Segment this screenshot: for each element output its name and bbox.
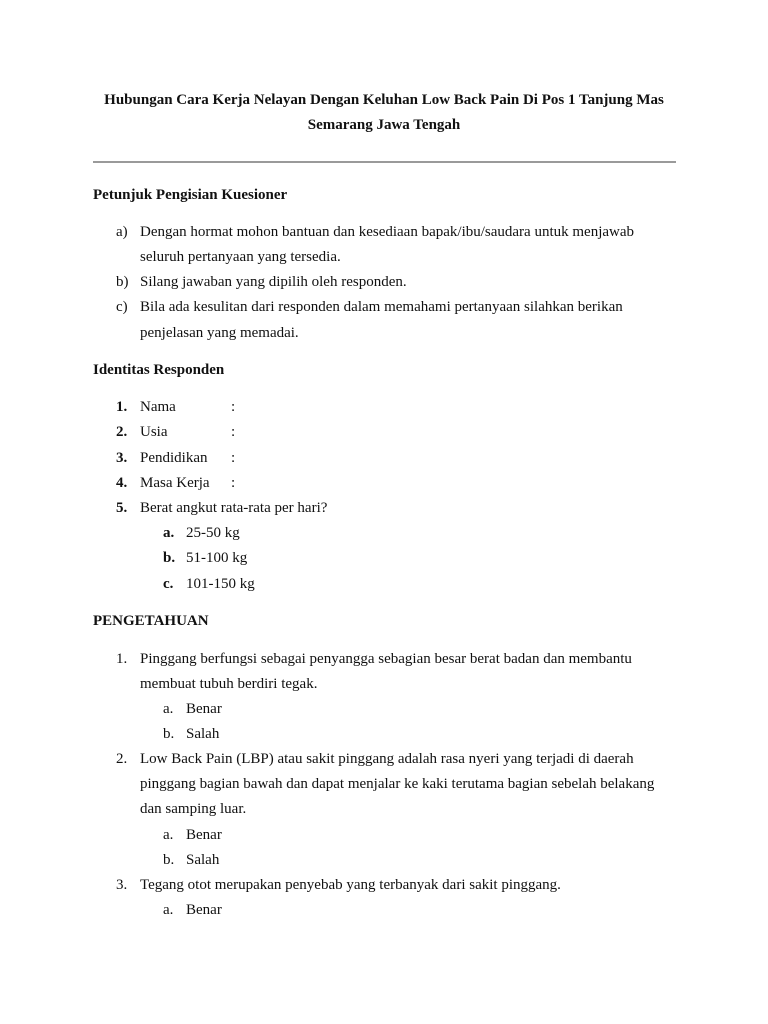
option-c-text: 101-150 kg: [186, 576, 255, 592]
question-5-text: Berat angkut rata-rata per hari?: [140, 500, 328, 516]
petunjuk-item-c-marker: c): [116, 299, 128, 315]
q2-marker: 2.: [116, 751, 128, 767]
q2-option-b-marker: b.: [163, 852, 175, 868]
option-c-marker: c.: [163, 576, 174, 592]
petunjuk-item-b-marker: b): [116, 274, 129, 290]
q3-option-a-text: Benar: [186, 902, 222, 918]
option-a-marker: a.: [163, 525, 175, 541]
q2-line-2: pinggang bagian bawah dan dapat menjalar ke kaki terutama bagian sebelah belakang: [140, 776, 655, 792]
field-usia-colon: :: [231, 424, 236, 440]
q3-line-1: Tegang otot merupakan penyebab yang terbanyak dari sakit pinggang.: [140, 877, 561, 893]
field-masa-kerja-marker: 4.: [116, 475, 128, 491]
field-usia-marker: 2.: [116, 424, 128, 440]
field-masa-kerja-colon: :: [231, 475, 236, 491]
petunjuk-item-a-line-2: seluruh pertanyaan yang tersedia.: [140, 249, 341, 265]
petunjuk-heading: Petunjuk Pengisian Kuesioner: [93, 187, 288, 203]
petunjuk-item-c-line-1: Bila ada kesulitan dari responden dalam memahami pertanyaan silahkan berikan: [140, 299, 623, 315]
q1-line-1: Pinggang berfungsi sebagai penyangga sebagian besar berat badan dan membantu: [140, 651, 632, 667]
petunjuk-item-a-marker: a): [116, 224, 128, 240]
q1-option-b-text: Salah: [186, 726, 220, 742]
option-b-marker: b.: [163, 550, 176, 566]
petunjuk-item-a-line-1: Dengan hormat mohon bantuan dan kesediaan bapak/ibu/saudara untuk menjawab: [140, 224, 635, 240]
identitas-heading: Identitas Responden: [93, 362, 225, 378]
q2-line-3: dan samping luar.: [140, 801, 247, 817]
option-b-text: 51-100 kg: [186, 550, 248, 566]
petunjuk-item-b-line-1: Silang jawaban yang dipilih oleh responden.: [140, 274, 407, 290]
q3-marker: 3.: [116, 877, 128, 893]
field-usia-label: Usia: [140, 424, 168, 440]
q1-option-b-marker: b.: [163, 726, 175, 742]
field-pendidikan-marker: 3.: [116, 450, 128, 466]
q2-option-b-text: Salah: [186, 852, 220, 868]
field-nama-label: Nama: [140, 399, 176, 415]
document-title: [80, 88, 688, 138]
q2-line-1: Low Back Pain (LBP) atau sakit pinggang adalah rasa nyeri yang terjadi di daerah: [140, 751, 634, 767]
field-pendidikan-label: Pendidikan: [140, 450, 208, 466]
field-nama-marker: 1.: [116, 399, 128, 415]
q1-line-2: membuat tubuh berdiri tegak.: [140, 676, 318, 692]
q2-option-a-marker: a.: [163, 827, 174, 843]
title-line-1: Hubungan Cara Kerja Nelayan Dengan Keluhan Low Back Pain Di Pos 1 Tanjung Mas: [104, 92, 664, 108]
q1-option-a-text: Benar: [186, 701, 222, 717]
title-divider: [93, 161, 676, 163]
petunjuk-item-c-line-2: penjelasan yang memadai.: [140, 325, 299, 341]
option-a-text: 25-50 kg: [186, 525, 240, 541]
q3-option-a-marker: a.: [163, 902, 174, 918]
question-5-marker: 5.: [116, 500, 128, 516]
q1-option-a-marker: a.: [163, 701, 174, 717]
title-line-2: Semarang Jawa Tengah: [307, 117, 461, 133]
field-masa-kerja-label: Masa Kerja: [140, 475, 210, 491]
q2-option-a-text: Benar: [186, 827, 222, 843]
field-nama-colon: :: [231, 399, 236, 415]
field-pendidikan-colon: :: [231, 450, 236, 466]
pengetahuan-heading: PENGETAHUAN: [93, 613, 209, 629]
q1-marker: 1.: [116, 651, 128, 667]
